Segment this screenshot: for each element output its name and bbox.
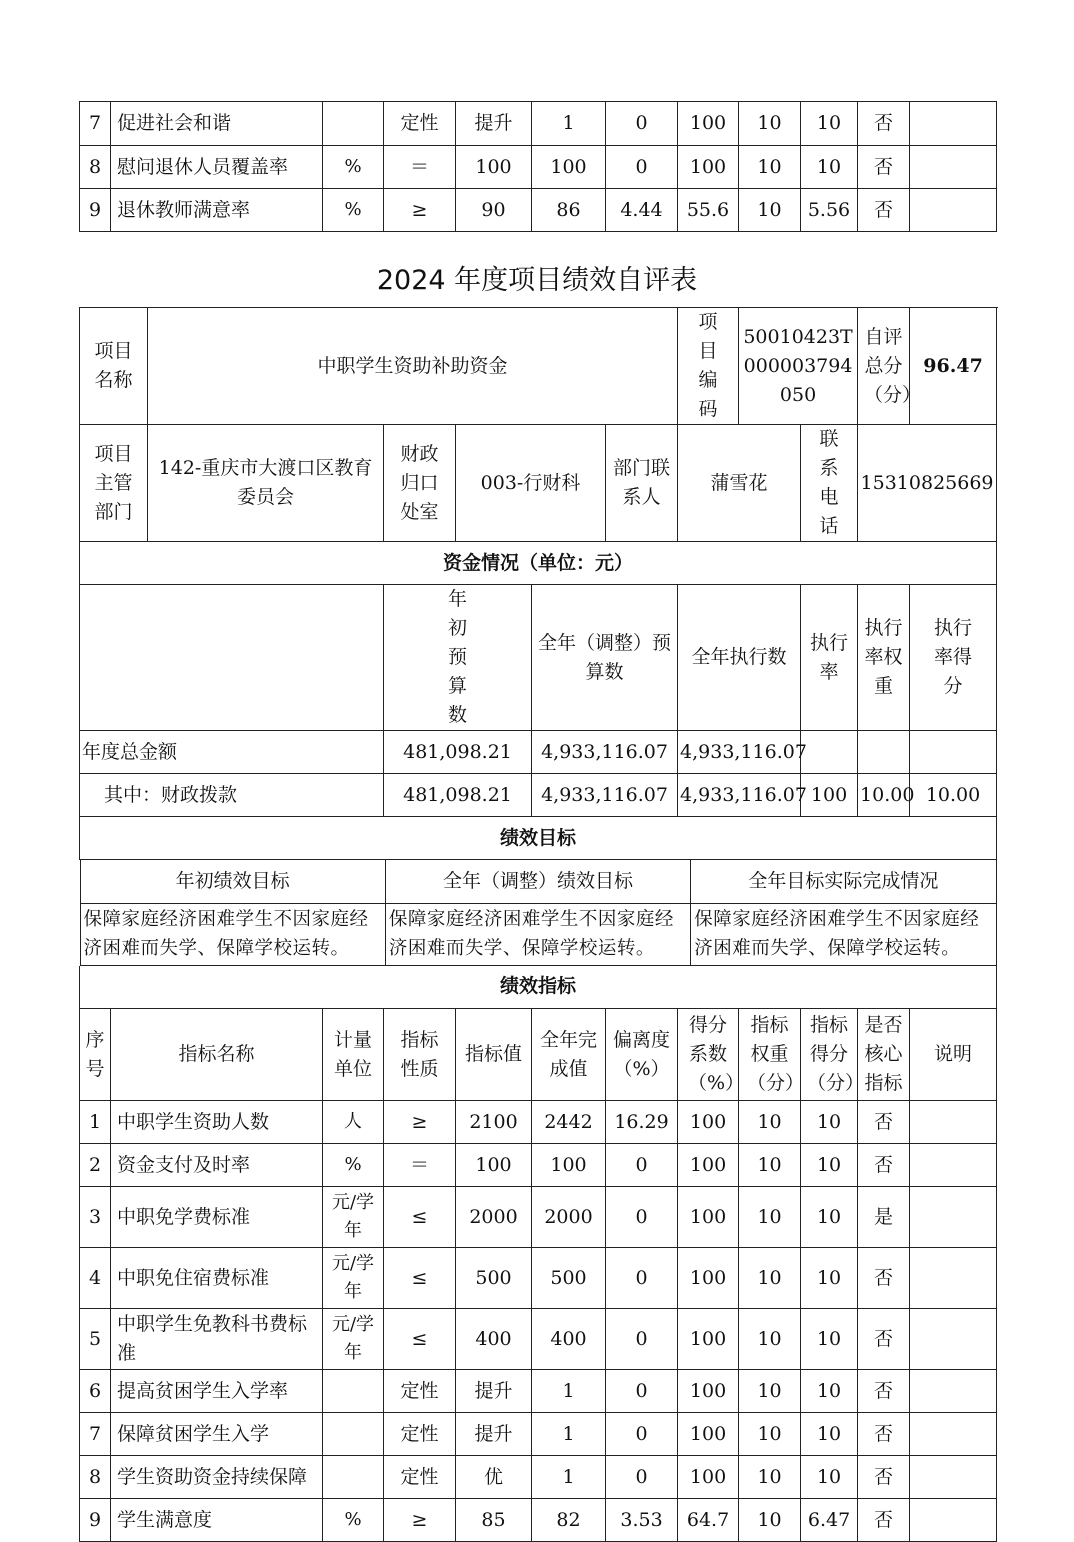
indicator-deviation: 3.53 <box>606 1499 678 1542</box>
indicator-score: 10 <box>801 1144 858 1187</box>
indicator-target: 100 <box>456 146 532 189</box>
indicator-name: 慰问退休人员覆盖率 <box>111 146 323 189</box>
indicator-deviation: 0 <box>606 1248 678 1309</box>
indicator-unit: % <box>323 189 384 232</box>
indicator-deviation: 0 <box>606 1309 678 1370</box>
funds-row-label: 年度总金额 <box>80 731 384 774</box>
indicator-target: 提升 <box>456 1413 532 1456</box>
indicator-core: 否 <box>858 1456 910 1499</box>
indicator-coef: 100 <box>678 1248 739 1309</box>
indicator-target: 提升 <box>456 1370 532 1413</box>
self-score-label: 自评总分（分） <box>858 308 910 425</box>
indicator-deviation: 0 <box>606 1187 678 1248</box>
finance-label: 财政归口处室 <box>384 425 456 542</box>
indicator-row <box>80 1499 997 1542</box>
indicator-deviation: 0 <box>606 1456 678 1499</box>
indicator-no: 2 <box>80 1144 111 1187</box>
project-info-row <box>80 308 997 425</box>
project-code-label: 项目编码 <box>678 308 739 425</box>
indicator-weight: 10 <box>739 1370 801 1413</box>
indicator-target: 100 <box>456 1144 532 1187</box>
indicator-score: 5.56 <box>801 189 858 232</box>
funds-header-blank <box>80 585 384 731</box>
funds-score <box>910 731 997 774</box>
indicator-target: 提升 <box>456 102 532 146</box>
indicator-nature: ≤ <box>384 1309 456 1370</box>
finance: 003-行财科 <box>456 425 606 542</box>
project-name-label: 项目名称 <box>80 308 148 425</box>
indicator-note <box>910 1248 997 1309</box>
phone: 15310825669 <box>858 425 997 542</box>
funds-row-fiscal <box>80 774 997 817</box>
ind-header-deviation: 偏离度（%） <box>606 1009 678 1101</box>
indicator-row <box>80 1144 997 1187</box>
indicator-score: 10 <box>801 1413 858 1456</box>
indicator-score: 10 <box>801 1309 858 1370</box>
funds-section-title: 资金情况（单位：元） <box>80 542 997 585</box>
indicator-no: 7 <box>80 1413 111 1456</box>
indicator-weight: 10 <box>739 1499 801 1542</box>
indicator-target: 400 <box>456 1309 532 1370</box>
project-code: 50010423T000003794050 <box>739 308 858 425</box>
ind-header-unit: 计量单位 <box>323 1009 384 1101</box>
indicator-coef: 100 <box>678 1144 739 1187</box>
indicator-coef: 55.6 <box>678 189 739 232</box>
ind-header-core: 是否核心指标 <box>858 1009 910 1101</box>
previous-indicators-table <box>79 101 997 232</box>
indicator-note <box>910 1456 997 1499</box>
indicators-header-row <box>80 1009 997 1101</box>
indicator-weight: 10 <box>739 1187 801 1248</box>
indicator-nature: 定性 <box>384 1370 456 1413</box>
indicator-nature: ≥ <box>384 1101 456 1144</box>
contact-label: 部门联系人 <box>606 425 678 542</box>
indicator-coef: 100 <box>678 146 739 189</box>
indicator-actual: 1 <box>532 1370 606 1413</box>
indicator-coef: 100 <box>678 1456 739 1499</box>
indicator-coef: 100 <box>678 1187 739 1248</box>
funds-row-label: 其中：财政拨款 <box>80 774 384 817</box>
indicator-no: 9 <box>80 189 111 232</box>
indicator-name: 学生资助资金持续保障 <box>111 1456 323 1499</box>
indicator-weight: 10 <box>739 1309 801 1370</box>
indicator-unit <box>323 1456 384 1499</box>
goal-header-actual: 全年目标实际完成情况 <box>691 860 996 903</box>
indicator-unit: % <box>323 1144 384 1187</box>
indicator-name: 资金支付及时率 <box>111 1144 323 1187</box>
goal-actual: 保障家庭经济困难学生不因家庭经济困难而失学、保障学校运转。 <box>691 903 996 965</box>
indicator-no: 3 <box>80 1187 111 1248</box>
indicator-deviation: 16.29 <box>606 1101 678 1144</box>
indicator-actual: 1 <box>532 102 606 146</box>
indicator-core: 是 <box>858 1187 910 1248</box>
indicator-name: 中职学生免教科书费标准 <box>111 1309 323 1370</box>
indicator-note <box>910 1309 997 1370</box>
funds-score: 10.00 <box>910 774 997 817</box>
indicator-target: 500 <box>456 1248 532 1309</box>
goals-table <box>80 860 997 966</box>
indicator-actual: 2000 <box>532 1187 606 1248</box>
indicator-actual: 82 <box>532 1499 606 1542</box>
indicator-no: 8 <box>80 146 111 189</box>
indicator-coef: 100 <box>678 1309 739 1370</box>
indicator-score: 10 <box>801 146 858 189</box>
indicator-row <box>80 1101 997 1144</box>
indicator-nature: 定性 <box>384 102 456 146</box>
indicator-weight: 10 <box>739 189 801 232</box>
department-info-row <box>80 425 997 542</box>
indicator-note <box>910 189 997 232</box>
ind-header-coef: 得分系数（%） <box>678 1009 739 1101</box>
project-name: 中职学生资助补助资金 <box>148 308 678 425</box>
self-evaluation-table <box>79 307 997 1542</box>
indicator-name: 中职学生资助人数 <box>111 1101 323 1144</box>
indicator-target: 2100 <box>456 1101 532 1144</box>
indicator-deviation: 0 <box>606 1413 678 1456</box>
indicator-weight: 10 <box>739 1101 801 1144</box>
indicator-target: 90 <box>456 189 532 232</box>
indicator-row <box>80 189 997 232</box>
indicator-score: 10 <box>801 1370 858 1413</box>
indicator-deviation: 4.44 <box>606 189 678 232</box>
goal-initial: 保障家庭经济困难学生不因家庭经济困难而失学、保障学校运转。 <box>80 903 385 965</box>
contact: 蒲雪花 <box>678 425 801 542</box>
funds-weight <box>858 731 910 774</box>
funds-initial: 481,098.21 <box>384 774 532 817</box>
indicator-core: 否 <box>858 146 910 189</box>
funds-header-rate: 执行率 <box>801 585 858 731</box>
ind-header-target: 指标值 <box>456 1009 532 1101</box>
self-score: 96.47 <box>910 308 997 425</box>
page-title: 2024 年度项目绩效自评表 <box>376 265 698 296</box>
indicator-actual: 100 <box>532 146 606 189</box>
funds-executed: 4,933,116.07 <box>678 731 801 774</box>
funds-rate: 100 <box>801 774 858 817</box>
indicator-unit: % <box>323 1499 384 1542</box>
indicator-nature: ≥ <box>384 1499 456 1542</box>
indicator-unit <box>323 102 384 146</box>
ind-header-weight: 指标权重（分） <box>739 1009 801 1101</box>
ind-header-note: 说明 <box>910 1009 997 1101</box>
indicator-row <box>80 1456 997 1499</box>
indicator-note <box>910 146 997 189</box>
indicator-unit: 元/学年 <box>323 1248 384 1309</box>
indicator-weight: 10 <box>739 1413 801 1456</box>
indicator-unit: 人 <box>323 1101 384 1144</box>
indicator-note <box>910 1101 997 1144</box>
indicator-note <box>910 102 997 146</box>
indicator-core: 否 <box>858 1413 910 1456</box>
funds-executed: 4,933,116.07 <box>678 774 801 817</box>
indicator-name: 保障贫困学生入学 <box>111 1413 323 1456</box>
indicator-actual: 86 <box>532 189 606 232</box>
indicator-deviation: 0 <box>606 1370 678 1413</box>
indicator-deviation: 0 <box>606 102 678 146</box>
indicator-weight: 10 <box>739 1248 801 1309</box>
indicator-name: 中职免学费标准 <box>111 1187 323 1248</box>
indicator-score: 10 <box>801 102 858 146</box>
funds-header-weight: 执行率权重 <box>858 585 910 731</box>
indicator-coef: 100 <box>678 1101 739 1144</box>
funds-weight: 10.00 <box>858 774 910 817</box>
funds-adjusted: 4,933,116.07 <box>532 774 678 817</box>
funds-header-adjusted: 全年（调整）预算数 <box>532 585 678 731</box>
indicator-unit: % <box>323 146 384 189</box>
indicator-weight: 10 <box>739 146 801 189</box>
indicator-unit <box>323 1413 384 1456</box>
indicator-target: 2000 <box>456 1187 532 1248</box>
indicator-actual: 100 <box>532 1144 606 1187</box>
goal-adjusted: 保障家庭经济困难学生不因家庭经济困难而失学、保障学校运转。 <box>385 903 690 965</box>
indicator-nature: ≤ <box>384 1187 456 1248</box>
indicator-row <box>80 1309 997 1370</box>
indicator-actual: 1 <box>532 1413 606 1456</box>
indicator-row <box>80 1370 997 1413</box>
indicator-no: 9 <box>80 1499 111 1542</box>
indicator-no: 6 <box>80 1370 111 1413</box>
indicator-note <box>910 1144 997 1187</box>
indicator-no: 1 <box>80 1101 111 1144</box>
ind-header-nature: 指标性质 <box>384 1009 456 1101</box>
funds-header-score: 执行率得分 <box>910 585 997 731</box>
indicator-no: 8 <box>80 1456 111 1499</box>
indicator-nature: ≤ <box>384 1248 456 1309</box>
dept-label: 项目主管部门 <box>80 425 148 542</box>
indicator-row <box>80 102 997 146</box>
indicator-actual: 500 <box>532 1248 606 1309</box>
indicator-unit: 元/学年 <box>323 1309 384 1370</box>
indicator-deviation: 0 <box>606 1144 678 1187</box>
goal-header-initial: 年初绩效目标 <box>80 860 385 903</box>
indicator-score: 6.47 <box>801 1499 858 1542</box>
dept: 142-重庆市大渡口区教育委员会 <box>148 425 384 542</box>
indicator-row <box>80 1248 997 1309</box>
indicator-note <box>910 1413 997 1456</box>
indicator-coef: 100 <box>678 1413 739 1456</box>
indicator-coef: 100 <box>678 102 739 146</box>
indicator-name: 退休教师满意率 <box>111 189 323 232</box>
indicator-core: 否 <box>858 1248 910 1309</box>
indicator-name: 提高贫困学生入学率 <box>111 1370 323 1413</box>
indicator-deviation: 0 <box>606 146 678 189</box>
indicator-score: 10 <box>801 1187 858 1248</box>
indicator-name: 中职免住宿费标准 <box>111 1248 323 1309</box>
indicator-nature: 定性 <box>384 1456 456 1499</box>
indicator-actual: 2442 <box>532 1101 606 1144</box>
indicator-core: 否 <box>858 1499 910 1542</box>
indicator-weight: 10 <box>739 102 801 146</box>
funds-header-executed: 全年执行数 <box>678 585 801 731</box>
indicator-note <box>910 1370 997 1413</box>
indicator-nature: ＝ <box>384 146 456 189</box>
indicator-weight: 10 <box>739 1456 801 1499</box>
indicator-row <box>80 1413 997 1456</box>
indicator-core: 否 <box>858 189 910 232</box>
indicator-unit: 元/学年 <box>323 1187 384 1248</box>
indicator-core: 否 <box>858 1309 910 1370</box>
ind-header-actual: 全年完成值 <box>532 1009 606 1101</box>
funds-rate <box>801 731 858 774</box>
funds-row-total <box>80 731 997 774</box>
indicator-score: 10 <box>801 1101 858 1144</box>
indicator-coef: 100 <box>678 1370 739 1413</box>
indicators-section-title: 绩效指标 <box>80 966 997 1009</box>
indicator-actual: 400 <box>532 1309 606 1370</box>
indicator-no: 7 <box>80 102 111 146</box>
indicator-target: 优 <box>456 1456 532 1499</box>
indicator-nature: ≥ <box>384 189 456 232</box>
indicator-coef: 64.7 <box>678 1499 739 1542</box>
indicator-note <box>910 1499 997 1542</box>
indicator-row <box>80 1187 997 1248</box>
ind-header-name: 指标名称 <box>111 1009 323 1101</box>
indicator-core: 否 <box>858 1370 910 1413</box>
indicator-no: 4 <box>80 1248 111 1309</box>
indicator-name: 促进社会和谐 <box>111 102 323 146</box>
indicator-score: 10 <box>801 1248 858 1309</box>
indicator-no: 5 <box>80 1309 111 1370</box>
funds-header-initial: 年初预算数 <box>384 585 532 731</box>
goals-section-title: 绩效目标 <box>80 817 997 860</box>
indicator-weight: 10 <box>739 1144 801 1187</box>
indicator-target: 85 <box>456 1499 532 1542</box>
indicator-core: 否 <box>858 1101 910 1144</box>
indicator-score: 10 <box>801 1456 858 1499</box>
indicator-unit <box>323 1370 384 1413</box>
indicator-nature: ＝ <box>384 1144 456 1187</box>
ind-header-no: 序号 <box>80 1009 111 1101</box>
indicator-note <box>910 1187 997 1248</box>
funds-initial: 481,098.21 <box>384 731 532 774</box>
phone-label: 联系电话 <box>801 425 858 542</box>
ind-header-score: 指标得分（分） <box>801 1009 858 1101</box>
indicator-nature: 定性 <box>384 1413 456 1456</box>
indicator-core: 否 <box>858 1144 910 1187</box>
funds-header-row <box>80 585 997 731</box>
indicator-actual: 1 <box>532 1456 606 1499</box>
goal-header-adjusted: 全年（调整）绩效目标 <box>385 860 690 903</box>
indicator-name: 学生满意度 <box>111 1499 323 1542</box>
funds-adjusted: 4,933,116.07 <box>532 731 678 774</box>
indicator-row <box>80 146 997 189</box>
indicator-core: 否 <box>858 102 910 146</box>
